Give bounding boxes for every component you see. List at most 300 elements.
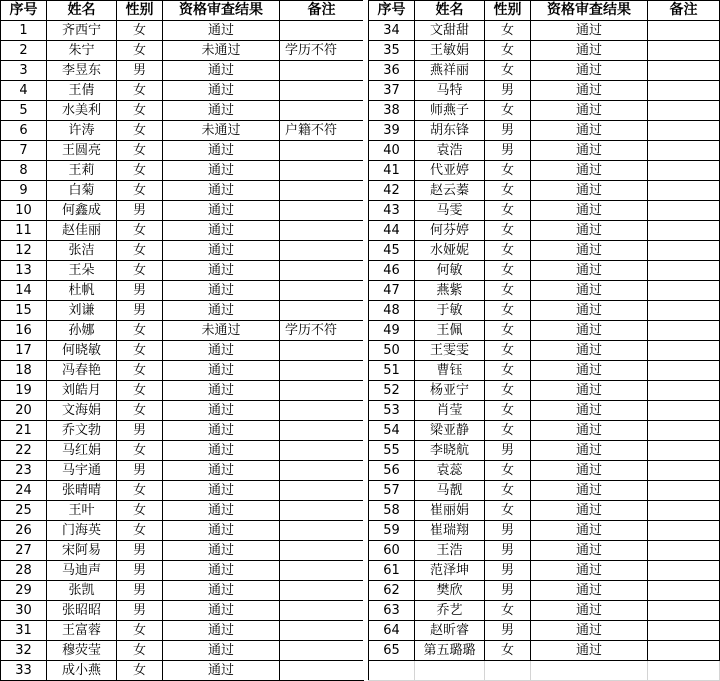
cell-note [280, 281, 364, 301]
cell-result: 通过 [163, 541, 280, 561]
cell-no: 27 [1, 541, 47, 561]
cell-name: 张昭昭 [47, 601, 117, 621]
cell-gender: 男 [485, 441, 531, 461]
table-row [369, 401, 720, 421]
cell-name: 赵昕睿 [415, 621, 485, 641]
cell-gender: 女 [485, 601, 531, 621]
cell-name: 崔丽娟 [415, 501, 485, 521]
cell-note [280, 621, 364, 641]
cell-result: 通过 [531, 261, 648, 281]
cell-name: 张凯 [47, 581, 117, 601]
cell-no: 52 [369, 381, 415, 401]
cell-name: 第五璐璐 [415, 641, 485, 661]
cell-result: 通过 [531, 641, 648, 661]
cell-gender: 男 [485, 521, 531, 541]
cell-gender: 女 [485, 301, 531, 321]
cell-note [648, 641, 720, 661]
table-row [1, 661, 364, 681]
table-row [1, 101, 364, 121]
cell-no: 45 [369, 241, 415, 261]
cell-gender: 男 [117, 561, 163, 581]
cell-gender: 女 [485, 161, 531, 181]
cell-name: 燕紫 [415, 281, 485, 301]
cell-result: 通过 [531, 221, 648, 241]
header-no: 序号 [369, 1, 415, 21]
table-row [369, 501, 720, 521]
cell-no: 28 [1, 561, 47, 581]
table-row [369, 101, 720, 121]
cell-gender: 女 [485, 381, 531, 401]
header-gender: 性别 [117, 1, 163, 21]
cell-gender: 男 [117, 461, 163, 481]
cell-no: 10 [1, 201, 47, 221]
header-row [369, 1, 720, 21]
cell-name: 王莉 [47, 161, 117, 181]
cell-gender: 女 [117, 321, 163, 341]
cell-gender: 男 [485, 141, 531, 161]
cell-note [648, 221, 720, 241]
cell-result: 通过 [531, 41, 648, 61]
cell-gender: 女 [117, 101, 163, 121]
cell-gender: 女 [485, 401, 531, 421]
header-name: 姓名 [415, 1, 485, 21]
cell-result: 通过 [531, 101, 648, 121]
table-row [1, 141, 364, 161]
table-row [1, 261, 364, 281]
cell-gender: 女 [485, 241, 531, 261]
cell-no: 39 [369, 121, 415, 141]
cell-no: 54 [369, 421, 415, 441]
table-row [369, 61, 720, 81]
table-row [1, 461, 364, 481]
cell-no: 29 [1, 581, 47, 601]
cell-name: 燕祥丽 [415, 61, 485, 81]
cell-result: 通过 [531, 401, 648, 421]
cell-note [648, 281, 720, 301]
cell-name: 文甜甜 [415, 21, 485, 41]
cell-gender: 男 [485, 541, 531, 561]
cell-no: 57 [369, 481, 415, 501]
cell-note [280, 601, 364, 621]
cell-note [280, 641, 364, 661]
cell-name: 王倩 [47, 81, 117, 101]
cell-gender: 男 [485, 121, 531, 141]
cell-name: 马迪声 [47, 561, 117, 581]
cell-name: 李晓航 [415, 441, 485, 461]
cell-result: 通过 [531, 321, 648, 341]
cell-no: 55 [369, 441, 415, 461]
table-row [369, 241, 720, 261]
cell-result: 通过 [531, 161, 648, 181]
cell-gender: 女 [485, 481, 531, 501]
cell-gender: 男 [485, 561, 531, 581]
cell-gender: 男 [485, 81, 531, 101]
cell-note: 学历不符 [280, 41, 364, 61]
cell-no: 4 [1, 81, 47, 101]
table-row [369, 621, 720, 641]
table-row [1, 241, 364, 261]
table-row [1, 41, 364, 61]
cell-gender: 女 [117, 661, 163, 681]
cell-result: 通过 [163, 581, 280, 601]
cell-gender: 女 [485, 61, 531, 81]
cell-note [280, 401, 364, 421]
table-row [1, 521, 364, 541]
table-row [369, 601, 720, 621]
table-row [369, 141, 720, 161]
cell-no: 15 [1, 301, 47, 321]
cell-note [280, 81, 364, 101]
cell-note [280, 441, 364, 461]
cell-no: 36 [369, 61, 415, 81]
table-row [1, 81, 364, 101]
cell-name: 水娅妮 [415, 241, 485, 261]
cell-note [648, 81, 720, 101]
cell-note: 户籍不符 [280, 121, 364, 141]
cell-result: 通过 [531, 581, 648, 601]
cell-name: 肖莹 [415, 401, 485, 421]
cell-gender: 男 [117, 421, 163, 441]
cell-gender: 女 [485, 361, 531, 381]
table-row [369, 41, 720, 61]
cell-gender: 男 [485, 621, 531, 641]
cell-gender: 男 [117, 201, 163, 221]
cell-no: 58 [369, 501, 415, 521]
cell-name: 许涛 [47, 121, 117, 141]
cell-name: 王朵 [47, 261, 117, 281]
cell-name: 朱宁 [47, 41, 117, 61]
cell-name: 何鑫成 [47, 201, 117, 221]
cell-name: 于敏 [415, 301, 485, 321]
table-row [369, 181, 720, 201]
table-row [1, 561, 364, 581]
cell-gender: 男 [117, 601, 163, 621]
header-note: 备注 [280, 1, 364, 21]
cell-note [280, 21, 364, 41]
cell-note [648, 481, 720, 501]
cell-result: 通过 [531, 281, 648, 301]
cell-gender: 男 [485, 581, 531, 601]
cell-name: 乔艺 [415, 601, 485, 621]
cell-result: 通过 [163, 181, 280, 201]
table-row [369, 461, 720, 481]
table-row [369, 361, 720, 381]
cell-result: 通过 [163, 61, 280, 81]
table-row [369, 321, 720, 341]
cell-no: 7 [1, 141, 47, 161]
table-row [1, 121, 364, 141]
cell-gender: 女 [117, 341, 163, 361]
cell-gender: 女 [117, 161, 163, 181]
cell-result: 通过 [163, 81, 280, 101]
cell-name: 白菊 [47, 181, 117, 201]
cell-gender: 女 [117, 501, 163, 521]
cell-gender: 男 [117, 61, 163, 81]
cell-name: 张晴晴 [47, 481, 117, 501]
cell-note [280, 181, 364, 201]
cell-name: 王叶 [47, 501, 117, 521]
cell-no: 33 [1, 661, 47, 681]
cell-note [280, 101, 364, 121]
cell-no: 40 [369, 141, 415, 161]
cell-gender: 女 [117, 381, 163, 401]
cell-note [648, 581, 720, 601]
header-gender: 性别 [485, 1, 531, 21]
cell-note [648, 261, 720, 281]
cell-no: 42 [369, 181, 415, 201]
cell-gender: 女 [485, 201, 531, 221]
cell-result: 未通过 [163, 321, 280, 341]
cell-result: 通过 [163, 481, 280, 501]
cell-name: 何晓敏 [47, 341, 117, 361]
cell-gender: 男 [117, 581, 163, 601]
cell-note [648, 601, 720, 621]
table-row [1, 361, 364, 381]
cell-result: 通过 [163, 521, 280, 541]
cell-gender: 女 [485, 421, 531, 441]
cell-name: 文海娟 [47, 401, 117, 421]
table-row [1, 221, 364, 241]
cell-note [648, 141, 720, 161]
cell-note [648, 61, 720, 81]
cell-no: 18 [1, 361, 47, 381]
cell-gender: 女 [485, 41, 531, 61]
cell-result: 通过 [531, 301, 648, 321]
cell-gender: 女 [117, 641, 163, 661]
cell-name: 门海英 [47, 521, 117, 541]
empty-cell [485, 661, 531, 681]
header-name: 姓名 [47, 1, 117, 21]
cell-no: 22 [1, 441, 47, 461]
header-no: 序号 [1, 1, 47, 21]
cell-note [280, 541, 364, 561]
cell-no: 61 [369, 561, 415, 581]
cell-no: 44 [369, 221, 415, 241]
cell-no: 41 [369, 161, 415, 181]
cell-gender: 女 [485, 341, 531, 361]
cell-result: 通过 [531, 21, 648, 41]
cell-gender: 男 [117, 541, 163, 561]
cell-result: 通过 [163, 421, 280, 441]
cell-name: 樊欣 [415, 581, 485, 601]
cell-no: 32 [1, 641, 47, 661]
table-row [1, 601, 364, 621]
cell-result: 通过 [163, 361, 280, 381]
cell-name: 杨亚宁 [415, 381, 485, 401]
cell-note [280, 241, 364, 261]
cell-name: 赵佳丽 [47, 221, 117, 241]
cell-gender: 女 [485, 641, 531, 661]
table-row [1, 181, 364, 201]
cell-name: 穆荧莹 [47, 641, 117, 661]
cell-name: 代亚婷 [415, 161, 485, 181]
cell-result: 通过 [163, 441, 280, 461]
cell-no: 34 [369, 21, 415, 41]
cell-no: 59 [369, 521, 415, 541]
cell-note [648, 521, 720, 541]
cell-name: 乔文勃 [47, 421, 117, 441]
table-row [369, 561, 720, 581]
cell-result: 通过 [163, 561, 280, 581]
cell-no: 30 [1, 601, 47, 621]
cell-gender: 女 [117, 361, 163, 381]
cell-note [648, 21, 720, 41]
cell-gender: 女 [485, 181, 531, 201]
cell-name: 孙娜 [47, 321, 117, 341]
cell-note: 学历不符 [280, 321, 364, 341]
cell-result: 通过 [531, 521, 648, 541]
cell-note [280, 381, 364, 401]
header-result: 资格审查结果 [531, 1, 648, 21]
cell-result: 通过 [531, 601, 648, 621]
cell-no: 50 [369, 341, 415, 361]
cell-gender: 女 [117, 121, 163, 141]
cell-gender: 女 [117, 241, 163, 261]
cell-result: 通过 [163, 201, 280, 221]
cell-result: 通过 [163, 281, 280, 301]
cell-name: 刘谦 [47, 301, 117, 321]
cell-note [648, 381, 720, 401]
cell-note [280, 361, 364, 381]
cell-no: 16 [1, 321, 47, 341]
table-row [369, 421, 720, 441]
table-row [369, 341, 720, 361]
cell-note [648, 461, 720, 481]
cell-note [280, 141, 364, 161]
cell-note [280, 561, 364, 581]
cell-name: 李昱东 [47, 61, 117, 81]
cell-name: 王浩 [415, 541, 485, 561]
table-row [369, 121, 720, 141]
cell-gender: 女 [485, 281, 531, 301]
cell-gender: 女 [485, 101, 531, 121]
cell-note [648, 421, 720, 441]
cell-no: 12 [1, 241, 47, 261]
cell-note [280, 221, 364, 241]
cell-note [280, 461, 364, 481]
cell-no: 20 [1, 401, 47, 421]
cell-note [648, 361, 720, 381]
cell-no: 3 [1, 61, 47, 81]
cell-result: 通过 [163, 601, 280, 621]
cell-note [648, 301, 720, 321]
table-row [1, 481, 364, 501]
cell-result: 通过 [531, 61, 648, 81]
cell-note [280, 161, 364, 181]
table-row [1, 441, 364, 461]
cell-note [280, 501, 364, 521]
cell-name: 马特 [415, 81, 485, 101]
cell-result: 通过 [531, 441, 648, 461]
cell-result: 通过 [531, 501, 648, 521]
cell-name: 何芬婷 [415, 221, 485, 241]
cell-note [648, 101, 720, 121]
cell-gender: 女 [117, 261, 163, 281]
table-row [1, 421, 364, 441]
cell-gender: 女 [485, 501, 531, 521]
cell-no: 23 [1, 461, 47, 481]
cell-note [280, 521, 364, 541]
cell-no: 37 [369, 81, 415, 101]
cell-result: 通过 [163, 461, 280, 481]
cell-name: 袁蕊 [415, 461, 485, 481]
cell-result: 通过 [163, 241, 280, 261]
cell-note [648, 561, 720, 581]
cell-no: 38 [369, 101, 415, 121]
table-row [369, 481, 720, 501]
cell-no: 51 [369, 361, 415, 381]
cell-result: 通过 [163, 141, 280, 161]
table-row [369, 201, 720, 221]
table-row [1, 641, 364, 661]
cell-result: 通过 [163, 661, 280, 681]
cell-result: 通过 [531, 621, 648, 641]
cell-no: 24 [1, 481, 47, 501]
cell-name: 王雯雯 [415, 341, 485, 361]
cell-gender: 女 [485, 221, 531, 241]
cell-no: 31 [1, 621, 47, 641]
cell-result: 通过 [531, 481, 648, 501]
header-result: 资格审查结果 [163, 1, 280, 21]
cell-result: 通过 [531, 561, 648, 581]
cell-result: 通过 [163, 341, 280, 361]
table-row [1, 581, 364, 601]
cell-no: 21 [1, 421, 47, 441]
cell-note [280, 341, 364, 361]
cell-result: 通过 [163, 641, 280, 661]
table-row [1, 21, 364, 41]
cell-name: 冯春艳 [47, 361, 117, 381]
cell-result: 通过 [163, 381, 280, 401]
cell-note [648, 201, 720, 221]
table-row [1, 201, 364, 221]
header-row [1, 1, 364, 21]
cell-no: 17 [1, 341, 47, 361]
cell-no: 2 [1, 41, 47, 61]
cell-gender: 女 [485, 21, 531, 41]
table-row [1, 301, 364, 321]
cell-name: 成小燕 [47, 661, 117, 681]
results-table-right [368, 0, 720, 681]
cell-gender: 女 [117, 221, 163, 241]
table-row [369, 301, 720, 321]
cell-note [648, 161, 720, 181]
table-row [369, 381, 720, 401]
cell-gender: 女 [117, 401, 163, 421]
cell-result: 通过 [163, 101, 280, 121]
cell-result: 通过 [531, 541, 648, 561]
cell-gender: 女 [117, 441, 163, 461]
cell-name: 马雯 [415, 201, 485, 221]
cell-name: 何敏 [415, 261, 485, 281]
cell-name: 宋阿易 [47, 541, 117, 561]
cell-result: 未通过 [163, 121, 280, 141]
cell-result: 通过 [163, 621, 280, 641]
cell-name: 水美利 [47, 101, 117, 121]
cell-no: 48 [369, 301, 415, 321]
table-row [1, 501, 364, 521]
cell-no: 6 [1, 121, 47, 141]
table-row [369, 261, 720, 281]
cell-result: 通过 [531, 201, 648, 221]
cell-note [648, 441, 720, 461]
cell-name: 师燕子 [415, 101, 485, 121]
cell-gender: 女 [117, 621, 163, 641]
table-row [369, 21, 720, 41]
table-row [369, 221, 720, 241]
cell-note [280, 481, 364, 501]
cell-name: 张洁 [47, 241, 117, 261]
